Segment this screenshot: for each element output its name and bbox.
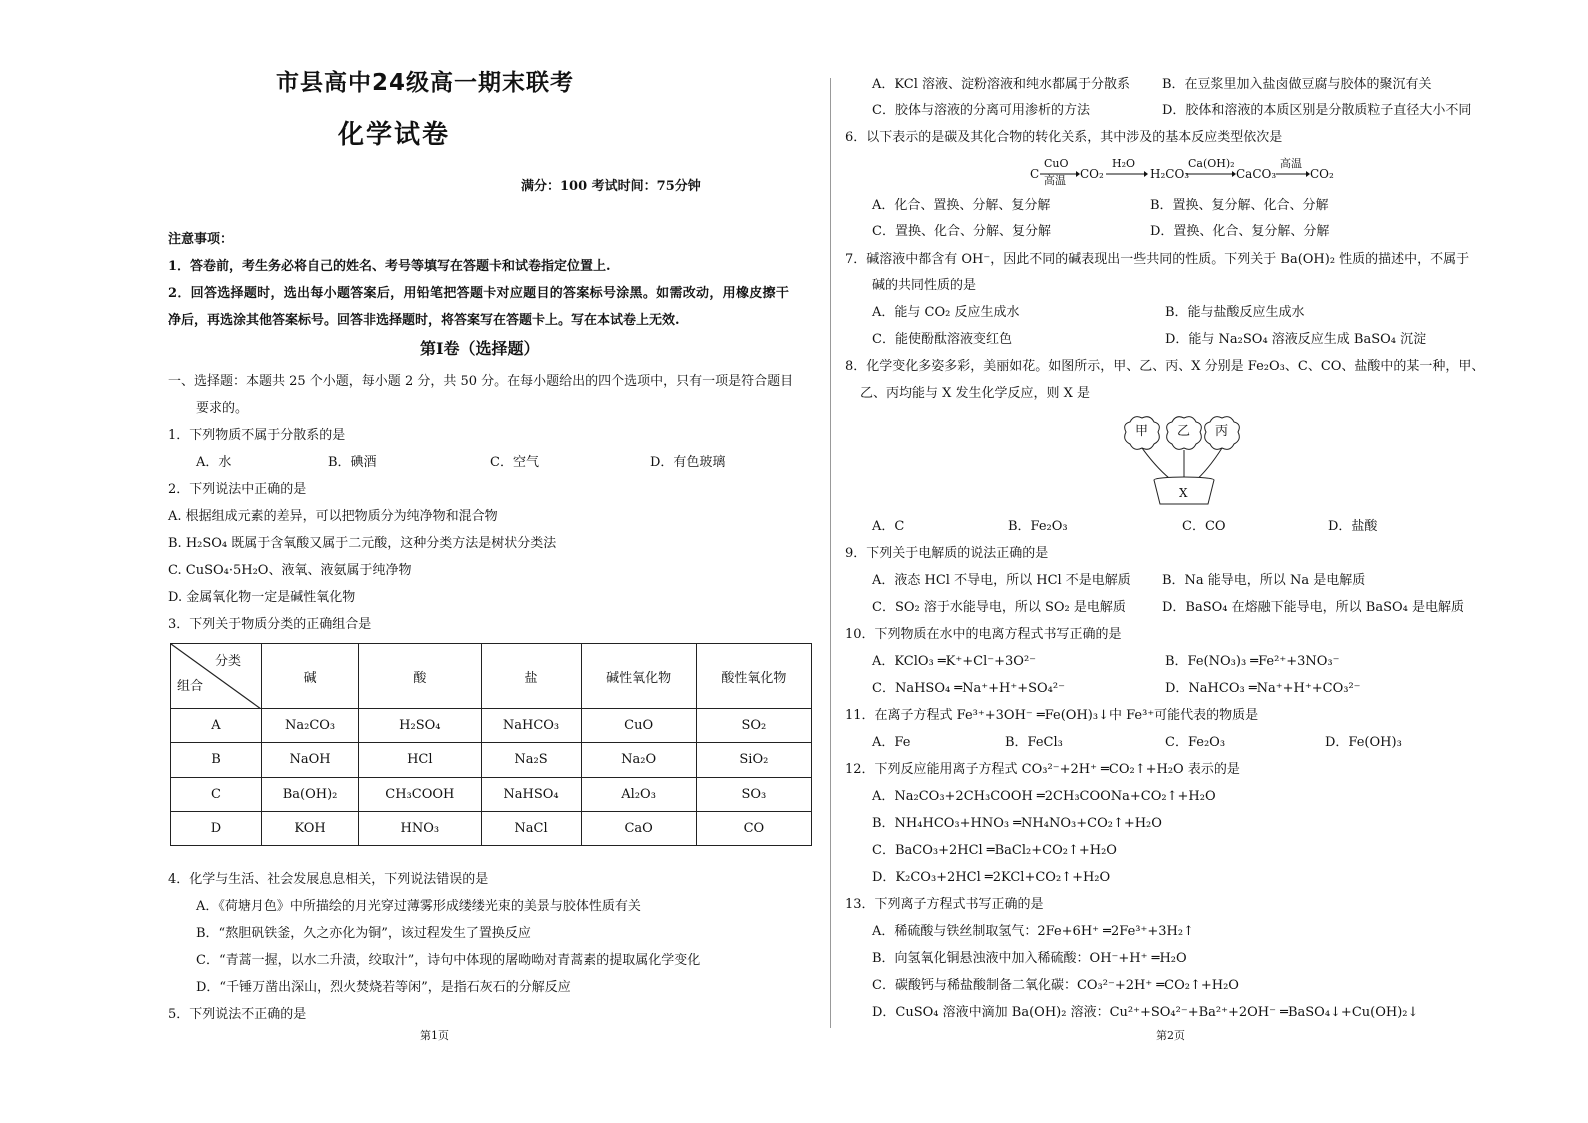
part1-instructions-cont: 要求的。 [196, 401, 249, 416]
table-cell: B [171, 743, 262, 777]
chain-species: CaCO₃ [1236, 167, 1277, 181]
table-row [171, 709, 812, 743]
header-cell: 盐 [481, 644, 581, 709]
chain-species: H₂CO₃ [1150, 167, 1190, 181]
header-cell: 碱性氧化物 [581, 644, 696, 709]
corner-top-label: 分类 [214, 654, 241, 669]
q5-option-b: B．在豆浆里加入盐卤做豆腐与胶体的聚沉有关 [1162, 77, 1432, 92]
reaction-chain [1030, 155, 1340, 189]
flower-label: 甲 [1135, 424, 1149, 439]
table-cell: HCl [359, 743, 481, 777]
table-row [171, 811, 812, 845]
subject-title: 化学试卷 [338, 120, 451, 150]
q13-option-a: A．稀硫酸与铁丝制取氢气：2Fe+6H⁺ ═2Fe³⁺+3H₂↑ [872, 924, 1194, 939]
q6-stem: 6．以下表示的是碳及其化合物的转化关系，其中涉及的基本反应类型依次是 [845, 130, 1283, 145]
q9-stem: 9．下列关于电解质的说法正确的是 [845, 546, 1049, 561]
flower-pot-diagram [1118, 410, 1248, 505]
table-cell: KOH [262, 811, 359, 845]
q1-option-a: A．水 [196, 455, 232, 470]
q11-stem: 11．在离子方程式 Fe³⁺+3OH⁻ ═Fe(OH)₃↓中 Fe³⁺可能代表的物质是 [845, 708, 1259, 723]
notes-heading: 注意事项： [168, 232, 234, 247]
table-row [171, 777, 812, 811]
q3-stem: 3．下列关于物质分类的正确组合是 [168, 617, 372, 632]
q7-option-c: C．能使酚酞溶液变红色 [872, 332, 1012, 347]
notes-item-2: 2．回答选择题时，选出每小题答案后，用铅笔把答题卡对应题目的答案标号涂黑。如需改动，用橡皮擦干 [168, 286, 790, 301]
q6-option-d: D．置换、化合、复分解、分解 [1150, 224, 1330, 239]
q1-option-b: B．碘酒 [328, 455, 377, 470]
q1-option-c: C．空气 [490, 455, 539, 470]
table-header-row [171, 644, 812, 709]
q9-option-d: D．BaSO₄ 在熔融下能导电，所以 BaSO₄ 是电解质 [1162, 600, 1464, 615]
page-number-1: 第1页 [420, 1029, 449, 1042]
q2-stem: 2．下列说法中正确的是 [168, 482, 307, 497]
table-cell: NaHCO₃ [481, 709, 581, 743]
q7-option-b: B．能与盐酸反应生成水 [1165, 305, 1305, 320]
q2-option-b: B. H₂SO₄ 既属于含氧酸又属于二元酸，这种分类方法是树状分类法 [168, 536, 557, 551]
q4-option-c: C．“青蒿一握，以水二升渍，绞取汁”，诗句中体现的屠呦呦对青蒿素的提取属化学变化 [196, 953, 701, 968]
table-corner-cell [171, 644, 262, 709]
table-cell: HNO₃ [359, 811, 481, 845]
chain-arrow [1276, 171, 1310, 177]
chain-arrow [1186, 171, 1236, 177]
q11-option-b: B．FeCl₃ [1005, 735, 1063, 750]
q8-stem: 8．化学变化多姿多彩，美丽如花。如图所示，甲、乙、丙、X 分别是 Fe₂O₃、C、CO、盐酸中的某一种，甲、 [845, 359, 1485, 374]
q10-option-d: D．NaHCO₃ ═Na⁺+H⁺+CO₃²⁻ [1165, 681, 1361, 696]
q5-stem: 5．下列说法不正确的是 [168, 1007, 307, 1022]
table-cell: CaO [581, 811, 696, 845]
chain-species: CO₂ [1310, 167, 1334, 181]
q13-option-c: C．碳酸钙与稀盐酸制备二氧化碳：CO₃²⁻+2H⁺ ═CO₂↑+H₂O [872, 978, 1239, 993]
q8-option-d: D．盐酸 [1328, 519, 1378, 534]
q8-option-a: A．C [872, 519, 905, 534]
q10-option-b: B．Fe(NO₃)₃ ═Fe²⁺+3NO₃⁻ [1165, 654, 1340, 669]
q7-option-a: A．能与 CO₂ 反应生成水 [872, 305, 1020, 320]
table-cell: SiO₂ [696, 743, 811, 777]
q7-stem: 7．碱溶液中都含有 OH⁻，因此不同的碱表现出一些共同的性质。下列关于 Ba(OH)₂ 性质的描述中，不属于 [845, 252, 1470, 267]
q12-option-c: C．BaCO₃+2HCl ═BaCl₂+CO₂↑+H₂O [872, 843, 1117, 858]
q10-option-c: C．NaHSO₄ ═Na⁺+H⁺+SO₄²⁻ [872, 681, 1065, 696]
flower-label: 乙 [1177, 424, 1191, 439]
q7-option-d: D．能与 Na₂SO₄ 溶液反应生成 BaSO₄ 沉淀 [1165, 332, 1427, 347]
q7-stem-cont: 碱的共同性质的是 [872, 278, 977, 293]
table-cell: Na₂S [481, 743, 581, 777]
part1-title: 第Ⅰ卷（选择题） [420, 339, 540, 358]
q8-stem-cont: 乙、丙均能与 X 发生化学反应，则 X 是 [860, 386, 1091, 401]
table-cell: SO₃ [696, 777, 811, 811]
table-cell: NaOH [262, 743, 359, 777]
q10-stem: 10．下列物质在水中的电离方程式书写正确的是 [845, 627, 1122, 642]
q2-option-a: A. 根据组成元素的差异，可以把物质分为纯净物和混合物 [168, 509, 498, 524]
q5-option-d: D．胶体和溶液的本质区别是分散质粒子直径大小不同 [1162, 103, 1472, 118]
table-cell: A [171, 709, 262, 743]
q6-option-c: C．置换、化合、分解、复分解 [872, 224, 1051, 239]
chain-condition: Ca(OH)₂ [1188, 157, 1235, 170]
pot-label: X [1179, 486, 1188, 500]
q13-option-d: D．CuSO₄ 溶液中滴加 Ba(OH)₂ 溶液：Cu²⁺+SO₄²⁻+Ba²⁺+2OH⁻ ═BaSO₄↓+Cu(OH)₂↓ [872, 1005, 1419, 1020]
q8-option-c: C．CO [1182, 519, 1226, 534]
corner-bottom-label: 组合 [177, 679, 204, 694]
q2-option-d: D. 金属氧化物一定是碱性氧化物 [168, 590, 356, 605]
chain-condition: 高温 [1044, 174, 1066, 187]
q5-option-a: A．KCl 溶液、淀粉溶液和纯水都属于分散系 [872, 77, 1130, 92]
q11-option-d: D．Fe(OH)₃ [1325, 735, 1402, 750]
page-number-2: 第2页 [1156, 1029, 1185, 1042]
header-cell: 碱 [262, 644, 359, 709]
q4-option-d: D．“千锤万凿出深山，烈火焚烧若等闲”，是指石灰石的分解反应 [196, 980, 571, 995]
table-cell: CO [696, 811, 811, 845]
q9-option-b: B．Na 能导电，所以 Na 是电解质 [1162, 573, 1366, 588]
q9-option-a: A．液态 HCl 不导电，所以 HCl 不是电解质 [872, 573, 1131, 588]
classification-table [170, 643, 812, 846]
exam-meta: 满分：100 考试时间：75分钟 [521, 179, 701, 194]
table-cell: CuO [581, 709, 696, 743]
q11-option-a: A．Fe [872, 735, 911, 750]
chain-condition: CuO [1044, 157, 1069, 170]
table-cell: C [171, 777, 262, 811]
table-cell: Al₂O₃ [581, 777, 696, 811]
q4-stem: 4．化学与生活、社会发展息息相关，下列说法错误的是 [168, 872, 489, 887]
chain-condition: H₂O [1112, 157, 1136, 170]
table-cell: H₂SO₄ [359, 709, 481, 743]
table-cell: NaHSO₄ [481, 777, 581, 811]
q4-option-b: B．“熬胆矾铁釜，久之亦化为铜”，该过程发生了置换反应 [196, 926, 531, 941]
q6-option-b: B．置换、复分解、化合、分解 [1150, 198, 1329, 213]
q6-option-a: A．化合、置换、分解、复分解 [872, 198, 1051, 213]
page-divider [830, 78, 831, 1028]
q11-option-c: C．Fe₂O₃ [1165, 735, 1226, 750]
table-cell: D [171, 811, 262, 845]
q13-option-b: B．向氢氧化铜悬浊液中加入稀硫酸：OH⁻+H⁺ ═H₂O [872, 951, 1187, 966]
chain-species: CO₂ [1080, 167, 1104, 181]
exam-title: 市县高中24级高一期末联考 [276, 70, 575, 96]
table-cell: Na₂CO₃ [262, 709, 359, 743]
table-cell: Na₂O [581, 743, 696, 777]
flower-label: 丙 [1215, 424, 1229, 439]
notes-item-2-cont: 净后，再选涂其他答案标号。回答非选择题时，将答案写在答题卡上。写在本试卷上无效. [168, 313, 680, 328]
q1-option-d: D．有色玻璃 [650, 455, 726, 470]
q4-option-a: A．《荷塘月色》中所描绘的月光穿过薄雾形成缕缕光束的美景与胶体性质有关 [196, 899, 641, 914]
q12-option-a: A．Na₂CO₃+2CH₃COOH ═2CH₃COONa+CO₂↑+H₂O [872, 789, 1216, 804]
q8-option-b: B．Fe₂O₃ [1008, 519, 1068, 534]
q12-option-d: D．K₂CO₃+2HCl ═2KCl+CO₂↑+H₂O [872, 870, 1111, 885]
part1-instructions: 一、选择题：本题共 25 个小题，每小题 2 分，共 50 分。在每小题给出的四个选项中，只有一项是符合题目 [168, 374, 794, 389]
chain-species: C [1030, 167, 1040, 181]
header-cell: 酸性氧化物 [696, 644, 811, 709]
table-cell: CH₃COOH [359, 777, 481, 811]
q1-stem: 1．下列物质不属于分散系的是 [168, 428, 346, 443]
table-cell: SO₂ [696, 709, 811, 743]
q12-option-b: B．NH₄HCO₃+HNO₃ ═NH₄NO₃+CO₂↑+H₂O [872, 816, 1162, 831]
q2-option-c: C. CuSO₄·5H₂O、液氧、液氨属于纯净物 [168, 563, 412, 578]
q12-stem: 12．下列反应能用离子方程式 CO₃²⁻+2H⁺ ═CO₂↑+H₂O 表示的是 [845, 762, 1240, 777]
notes-item-1: 1．答卷前，考生务必将自己的姓名、考号等填写在答题卡和试卷指定位置上. [168, 259, 611, 274]
chain-arrow [1106, 171, 1148, 177]
chain-condition: 高温 [1280, 157, 1302, 170]
header-cell: 酸 [359, 644, 481, 709]
q13-stem: 13．下列离子方程式书写正确的是 [845, 897, 1044, 912]
table-row [171, 743, 812, 777]
table-cell: Ba(OH)₂ [262, 777, 359, 811]
q9-option-c: C．SO₂ 溶于水能导电，所以 SO₂ 是电解质 [872, 600, 1126, 615]
q10-option-a: A．KClO₃ ═K⁺+Cl⁻+3O²⁻ [872, 654, 1037, 669]
q5-option-c: C．胶体与溶液的分离可用渗析的方法 [872, 103, 1090, 118]
table-cell: NaCl [481, 811, 581, 845]
